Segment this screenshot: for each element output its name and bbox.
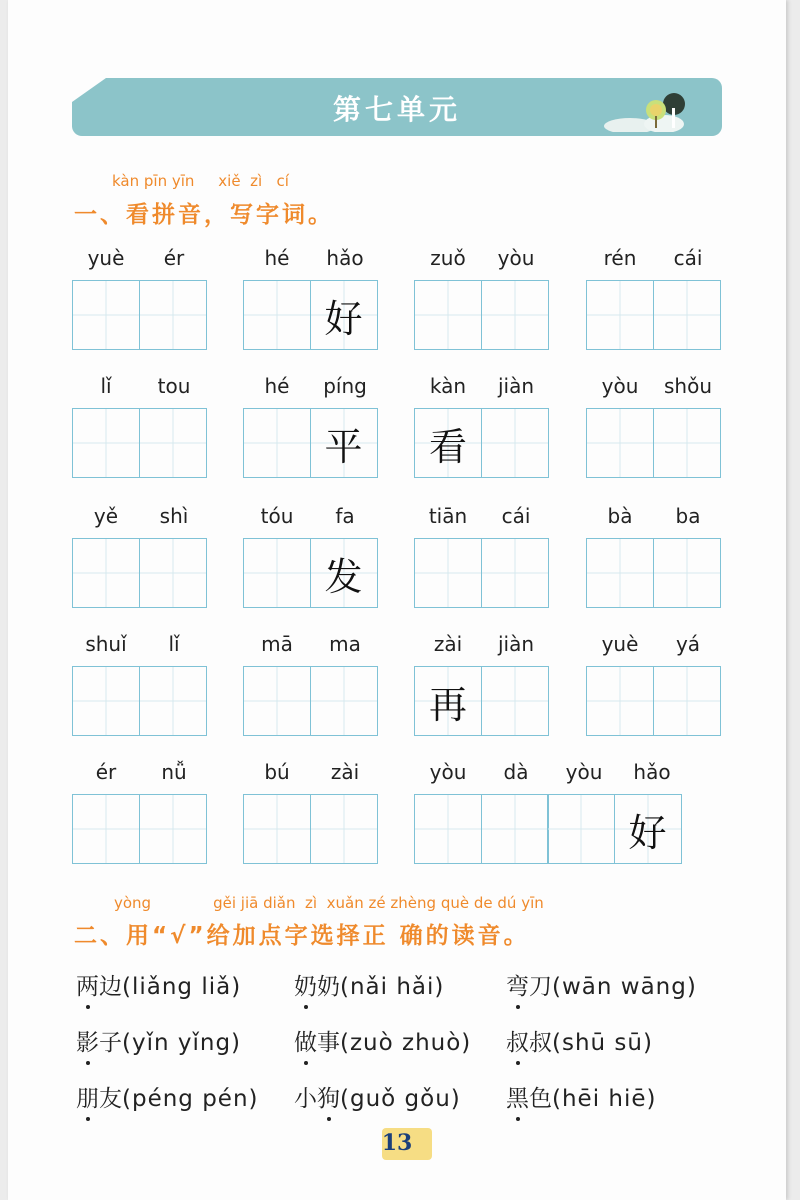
word-character: 小 [294, 1086, 317, 1112]
writing-cell[interactable] [481, 408, 549, 478]
unit-banner [72, 78, 722, 136]
writing-cell[interactable] [139, 666, 207, 736]
exercise-word [506, 1030, 552, 1056]
word-box-group [72, 632, 208, 742]
exercise-row [76, 1024, 736, 1064]
pinyin-label: cái [501, 504, 531, 528]
dotted-character: 黑 [506, 1080, 529, 1113]
word-box-group [243, 760, 379, 870]
writing-cell[interactable] [243, 666, 311, 736]
writing-cell[interactable] [139, 538, 207, 608]
word-box-group [586, 246, 722, 356]
pinyin-row [586, 246, 722, 270]
writing-cell[interactable] [653, 666, 721, 736]
pinyin-row [72, 374, 208, 398]
writing-cell[interactable] [653, 408, 721, 478]
pronunciation-options[interactable]: (shū sū) [552, 1030, 653, 1056]
pinyin-label: lǐ [168, 632, 180, 656]
exercise-item[interactable] [294, 1024, 471, 1057]
exercise-word [76, 974, 122, 1000]
writing-cell[interactable] [653, 538, 721, 608]
word-character: 叔 [529, 1030, 552, 1056]
pinyin-label: ér [95, 760, 117, 784]
writing-cell[interactable] [72, 538, 140, 608]
exercise-word [506, 1086, 552, 1112]
writing-cell[interactable] [414, 280, 482, 350]
pinyin-row [243, 632, 379, 656]
pinyin-row [414, 374, 550, 398]
given-character: 看 [428, 424, 467, 469]
pinyin-row [243, 246, 379, 270]
writing-cell[interactable] [586, 538, 654, 608]
dotted-character: 狗 [317, 1080, 340, 1113]
writing-boxes [586, 408, 719, 478]
given-character [244, 281, 310, 349]
word-box-group [414, 632, 550, 742]
given-character: 再 [428, 682, 467, 727]
writing-cell[interactable] [310, 538, 378, 608]
writing-boxes [586, 280, 719, 350]
dotted-character: 奶 [294, 968, 317, 1001]
writing-boxes [243, 280, 376, 350]
given-character [548, 795, 614, 863]
pinyin-label: yòu [429, 760, 467, 784]
given-character [244, 539, 310, 607]
given-character [73, 539, 139, 607]
word-box-group [72, 374, 208, 484]
given-character [415, 539, 481, 607]
pinyin-row [243, 760, 379, 784]
word-character: 事 [317, 1030, 340, 1056]
given-character [244, 409, 310, 477]
word-character: 子 [99, 1030, 122, 1056]
word-box-group [72, 760, 208, 870]
pinyin-label: hǎo [326, 246, 364, 270]
word-box-group [72, 246, 208, 356]
given-character [654, 281, 720, 349]
pinyin-label: bú [264, 760, 290, 784]
word-box-group [586, 504, 722, 614]
writing-boxes [414, 280, 547, 350]
word-box-group [414, 504, 550, 614]
writing-cell[interactable] [653, 280, 721, 350]
word-character: 友 [99, 1086, 122, 1112]
writing-cell[interactable] [481, 794, 549, 864]
pinyin-label: shǒu [663, 374, 712, 398]
dotted-character: 做 [294, 1024, 317, 1057]
pronunciation-options[interactable]: (hēi hiē) [552, 1086, 657, 1112]
given-character [244, 795, 310, 863]
exercise-item[interactable] [76, 968, 241, 1001]
exercise-row [76, 1080, 736, 1120]
exercise-word [506, 974, 552, 1000]
writing-boxes [586, 538, 719, 608]
pinyin-label: zuǒ [430, 246, 466, 270]
writing-cell[interactable] [243, 280, 311, 350]
exercise-word [76, 1030, 122, 1056]
pinyin-label: ér [163, 246, 185, 270]
pinyin-label: yòu [601, 374, 639, 398]
pinyin-label: yuè [87, 246, 125, 270]
pinyin-label: hé [264, 246, 290, 270]
word-box-group [414, 246, 550, 356]
writing-boxes [243, 794, 376, 864]
writing-cell[interactable] [414, 794, 482, 864]
word-character: 奶 [317, 974, 340, 1000]
section1-pinyin: kàn pīn yīn xiě zì cí [112, 172, 289, 190]
pinyin-label: hé [264, 374, 290, 398]
given-character [587, 539, 653, 607]
dotted-character: 叔 [506, 1024, 529, 1057]
pinyin-label: tiān [428, 504, 468, 528]
exercise-word [294, 974, 340, 1000]
writing-cell[interactable] [547, 794, 615, 864]
given-character [654, 667, 720, 735]
pinyin-label: dà [503, 760, 529, 784]
word-character: 边 [99, 974, 122, 1000]
writing-cell[interactable] [481, 538, 549, 608]
section2-pinyin: yòng gěi jiā diǎn zì xuǎn zé zhèng què de dú yīn [114, 894, 544, 912]
writing-cell[interactable] [310, 280, 378, 350]
writing-cell[interactable] [586, 280, 654, 350]
section1-title: 一、看拼音，写字词。 [74, 202, 334, 228]
pinyin-label: yòu [497, 246, 535, 270]
tree-decoration-icon [602, 92, 692, 132]
pinyin-label: shuǐ [85, 632, 127, 656]
writing-cell[interactable] [586, 408, 654, 478]
pinyin-row [586, 504, 722, 528]
writing-cell[interactable] [481, 280, 549, 350]
word-box-group [243, 374, 379, 484]
given-character: 发 [324, 554, 363, 599]
pinyin-row [414, 504, 550, 528]
writing-cell[interactable] [243, 538, 311, 608]
given-character: 好 [628, 810, 667, 855]
writing-boxes [586, 666, 719, 736]
given-character [140, 281, 206, 349]
writing-boxes [72, 666, 205, 736]
pinyin-label: píng [323, 374, 367, 398]
writing-cell[interactable] [139, 794, 207, 864]
pronunciation-options[interactable]: (wān wāng) [552, 974, 697, 1000]
exercise-item[interactable] [294, 1080, 461, 1113]
writing-boxes [72, 794, 205, 864]
word-box-group [414, 374, 550, 484]
given-character [311, 795, 377, 863]
given-character [73, 667, 139, 735]
writing-cell[interactable] [310, 666, 378, 736]
pinyin-label: fa [335, 504, 355, 528]
writing-cell[interactable] [614, 794, 682, 864]
pronunciation-options[interactable]: (guǒ gǒu) [340, 1086, 461, 1112]
exercise-row [76, 968, 736, 1008]
given-character: 平 [324, 424, 363, 469]
given-character [73, 795, 139, 863]
pinyin-row [72, 760, 208, 784]
exercise-item[interactable] [506, 1080, 657, 1113]
given-character [654, 539, 720, 607]
pinyin-row [72, 632, 208, 656]
given-character [311, 667, 377, 735]
writing-cell[interactable] [414, 408, 482, 478]
given-character [73, 281, 139, 349]
word-box-group [586, 374, 722, 484]
pinyin-row [243, 374, 379, 398]
pronunciation-options[interactable]: (nǎi hǎi) [340, 974, 445, 1000]
given-character [415, 795, 481, 863]
dotted-character: 影 [76, 1024, 99, 1057]
writing-cell[interactable] [72, 666, 140, 736]
given-character [587, 667, 653, 735]
pinyin-row [414, 760, 686, 784]
workbook-page [8, 0, 786, 1200]
writing-boxes [243, 538, 376, 608]
pinyin-label: tóu [260, 504, 294, 528]
pinyin-row [414, 632, 550, 656]
given-character [140, 539, 206, 607]
pinyin-label: mā [261, 632, 293, 656]
exercise-word [294, 1030, 340, 1056]
exercise-item[interactable] [506, 1024, 653, 1057]
word-box-group [414, 760, 686, 870]
writing-cell[interactable] [72, 794, 140, 864]
writing-cell[interactable] [310, 408, 378, 478]
banner-fold-corner [72, 78, 106, 102]
writing-cell[interactable] [72, 280, 140, 350]
writing-boxes [414, 408, 547, 478]
word-character: 刀 [529, 974, 552, 1000]
writing-boxes [243, 408, 376, 478]
pinyin-label: bà [607, 504, 633, 528]
dotted-character: 弯 [506, 968, 529, 1001]
given-character [140, 409, 206, 477]
writing-boxes [414, 666, 547, 736]
pinyin-label: yá [675, 632, 701, 656]
exercise-item[interactable] [76, 1024, 241, 1057]
pinyin-label: yòu [565, 760, 603, 784]
writing-cell[interactable] [243, 794, 311, 864]
pronunciation-options[interactable]: (péng pén) [122, 1086, 259, 1112]
pinyin-row [72, 504, 208, 528]
exercise-item[interactable] [294, 968, 444, 1001]
given-character [482, 281, 548, 349]
dotted-character: 朋 [76, 1080, 99, 1113]
writing-cell[interactable] [139, 280, 207, 350]
exercise-item[interactable] [76, 1080, 259, 1113]
pinyin-label: tou [157, 374, 191, 398]
given-character [587, 409, 653, 477]
section2-title: 二、用“√”给加点字选择正 确的读音。 [74, 923, 530, 949]
pinyin-label: yuè [601, 632, 639, 656]
word-box-group [72, 504, 208, 614]
writing-cell[interactable] [586, 666, 654, 736]
writing-boxes [414, 538, 547, 608]
given-character [654, 409, 720, 477]
pronunciation-options[interactable]: (yǐn yǐng) [122, 1030, 242, 1056]
word-character: 色 [529, 1086, 552, 1112]
writing-cell[interactable] [310, 794, 378, 864]
pinyin-label: jiàn [497, 374, 535, 398]
unit-title: 第七单元 [332, 93, 461, 126]
pinyin-row [586, 374, 722, 398]
pinyin-label: rén [603, 246, 637, 270]
page-number: 13 [381, 1130, 413, 1156]
writing-boxes [72, 280, 205, 350]
word-box-group [243, 632, 379, 742]
given-character [482, 667, 548, 735]
writing-boxes [72, 538, 205, 608]
given-character [140, 795, 206, 863]
writing-boxes [414, 794, 680, 864]
given-character [244, 667, 310, 735]
given-character [482, 539, 548, 607]
writing-boxes [243, 666, 376, 736]
word-box-group [586, 632, 722, 742]
exercise-word [294, 1086, 340, 1112]
exercise-item[interactable] [506, 968, 697, 1001]
pinyin-label: hǎo [633, 760, 671, 784]
writing-cell[interactable] [139, 408, 207, 478]
given-character [415, 281, 481, 349]
pinyin-label: shì [159, 504, 189, 528]
word-box-group [243, 504, 379, 614]
pinyin-label: zài [433, 632, 463, 656]
writing-cell[interactable] [414, 538, 482, 608]
writing-cell[interactable] [481, 666, 549, 736]
pinyin-label: ba [675, 504, 701, 528]
writing-cell[interactable] [414, 666, 482, 736]
pinyin-row [414, 246, 550, 270]
pinyin-label: yě [93, 504, 119, 528]
writing-boxes [72, 408, 205, 478]
writing-cell[interactable] [72, 408, 140, 478]
dotted-character: 两 [76, 968, 99, 1001]
pinyin-row [243, 504, 379, 528]
given-character [73, 409, 139, 477]
pinyin-label: cái [673, 246, 703, 270]
given-character: 好 [324, 296, 363, 341]
pinyin-row [72, 246, 208, 270]
pinyin-label: zài [330, 760, 360, 784]
given-character [482, 409, 548, 477]
pinyin-label: lǐ [100, 374, 112, 398]
pinyin-label: ma [329, 632, 361, 656]
writing-cell[interactable] [243, 408, 311, 478]
pinyin-row [586, 632, 722, 656]
pinyin-label: nǚ [161, 760, 187, 784]
given-character [140, 667, 206, 735]
pinyin-label: jiàn [497, 632, 535, 656]
pronunciation-options[interactable]: (liǎng liǎ) [122, 974, 242, 1000]
pronunciation-options[interactable]: (zuò zhuò) [340, 1030, 472, 1056]
check-mark-icon: √ [170, 923, 189, 949]
given-character [587, 281, 653, 349]
word-box-group [243, 246, 379, 356]
exercise-word [76, 1086, 122, 1112]
given-character [482, 795, 548, 863]
pinyin-label: kàn [429, 374, 467, 398]
